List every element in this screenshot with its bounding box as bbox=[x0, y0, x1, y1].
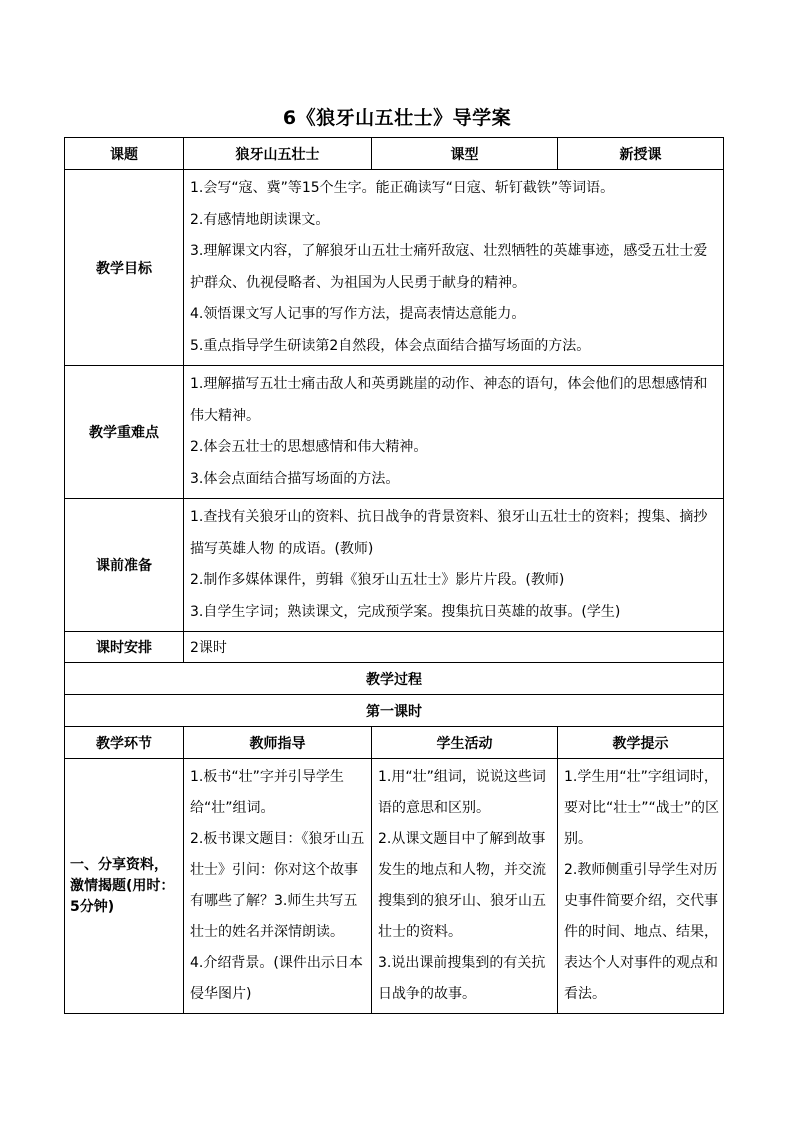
key-point-item: 2.体会五壮士的思想感情和伟大精神。 bbox=[190, 439, 428, 455]
column-header-teacher: 教师指导 bbox=[184, 727, 372, 759]
lesson-title: 第一课时 bbox=[65, 695, 724, 727]
preparation-label: 课前准备 bbox=[65, 499, 184, 632]
student-item: 2.从课文题目中了解到故事发生的地点和人物，并交流搜集到的狼牙山、狼牙山五壮士的资料。 bbox=[378, 831, 546, 940]
teacher-item: 4.介绍背景。(课件出示日本侵华图片) bbox=[190, 955, 363, 1002]
preparation-content bbox=[184, 499, 724, 632]
key-points-label: 教学重难点 bbox=[65, 366, 184, 499]
goal-item: 5.重点指导学生研读第2自然段，体会点面结合描写场面的方法。 bbox=[190, 337, 591, 354]
student-activity bbox=[372, 759, 558, 1014]
preparation-item: 2.制作多媒体课件，剪辑《狼牙山五壮士》影片片段。(教师) bbox=[190, 572, 565, 588]
preparation-row bbox=[65, 499, 724, 632]
lesson-title-row bbox=[65, 695, 724, 727]
columns-row bbox=[65, 727, 724, 759]
column-header-tips: 教学提示 bbox=[558, 727, 724, 759]
tip-item: 1.学生用“壮”字组词时，要对比“壮士”“战士”的区别。 bbox=[564, 769, 720, 847]
preparation-item: 1.查找有关狼牙山的资料、抗日战争的背景资料、狼牙山五壮士的资料；搜集、摘抄描写英雄人物 的成语。(教师) bbox=[190, 509, 708, 557]
process-title: 教学过程 bbox=[65, 663, 724, 695]
lesson-plan-table bbox=[64, 137, 724, 1014]
schedule-label: 课时安排 bbox=[65, 632, 184, 663]
goal-item: 2.有感情地朗读课文。 bbox=[190, 211, 330, 228]
schedule-row bbox=[65, 632, 724, 663]
key-points-row bbox=[65, 366, 724, 499]
goal-item: 3.理解课文内容，了解狼牙山五壮士痛歼敌寇、壮烈牺牲的英雄事迹，感受五壮士爱护群众、仇视侵略者、为祖国为人民勇于献身的精神。 bbox=[190, 243, 708, 291]
student-item: 3.说出课前搜集到的有关抗日战争的故事。 bbox=[378, 955, 546, 1002]
type-label: 课型 bbox=[372, 138, 558, 170]
header-row bbox=[65, 138, 724, 170]
type-value: 新授课 bbox=[558, 138, 724, 170]
key-point-item: 1.理解描写五壮士痛击敌人和英勇跳崖的动作、神态的语句，体会他们的思想感情和伟大精神。 bbox=[190, 376, 708, 424]
goal-item: 4.领悟课文写人记事的写作方法，提高表情达意能力。 bbox=[190, 306, 526, 322]
stage-row bbox=[65, 759, 724, 1014]
goal-item: 1.会写“寇、冀”等15个生字。能正确读写“日寇、斩钉截铁”等词语。 bbox=[190, 180, 615, 196]
teacher-item: 2.板书课文题目：《狼牙山五壮士》引问：你对这个故事有哪些了解？3.师生共写五壮士的姓名并深情朗读。 bbox=[190, 831, 365, 940]
page-title: 6《狼牙山五壮士》导学案 bbox=[282, 107, 512, 129]
goals-label: 教学目标 bbox=[65, 170, 184, 366]
process-title-row bbox=[65, 663, 724, 695]
key-points-content bbox=[184, 366, 724, 499]
column-header-stage: 教学环节 bbox=[65, 727, 184, 759]
stage-name: 一、分享资料，激情揭题(用时：5分钟) bbox=[65, 759, 184, 1014]
goals-content bbox=[184, 170, 724, 366]
teaching-tips bbox=[558, 759, 724, 1014]
schedule-value: 2课时 bbox=[184, 632, 724, 663]
teacher-item: 1.板书“壮”字并引导学生给“壮”组词。 bbox=[190, 769, 344, 816]
goals-row bbox=[65, 170, 724, 366]
topic-value: 狼牙山五壮士 bbox=[184, 138, 372, 170]
teacher-guidance bbox=[184, 759, 372, 1014]
student-item: 1.用“壮”组词，说说这些词语的意思和区别。 bbox=[378, 769, 546, 816]
tip-item: 2.教师侧重引导学生对历史事件简要介绍，交代事件的时间、地点、结果，表达个人对事件的观点和看法。 bbox=[564, 862, 718, 1002]
topic-label: 课题 bbox=[65, 138, 184, 170]
key-point-item: 3.体会点面结合描写场面的方法。 bbox=[190, 470, 400, 487]
column-header-student: 学生活动 bbox=[372, 727, 558, 759]
preparation-item: 3.自学生字词；熟读课文，完成预学案。搜集抗日英雄的故事。(学生) bbox=[190, 603, 621, 620]
